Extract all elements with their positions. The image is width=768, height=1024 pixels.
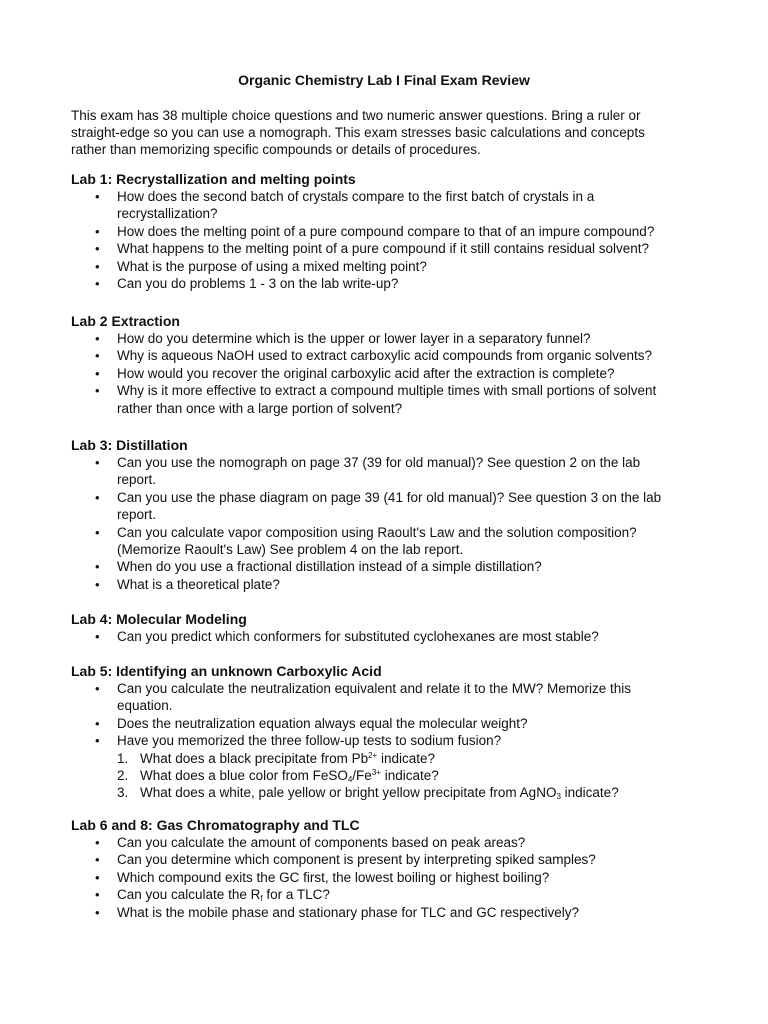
item-text: Can you predict which conformers for substituted cyclohexanes are most stable? xyxy=(117,629,599,644)
item-number: 2. xyxy=(117,768,129,784)
item-text-part: for a TLC? xyxy=(262,887,330,903)
document-title: Organic Chemistry Lab I Final Exam Review xyxy=(238,72,530,88)
item-number: 3. xyxy=(117,785,129,801)
item-text: report. xyxy=(117,472,157,488)
bullet-icon: • xyxy=(95,383,100,399)
bullet-icon: • xyxy=(95,223,100,239)
numbered-item xyxy=(71,750,711,767)
item-text: recrystallization? xyxy=(117,206,218,222)
section-lab4 xyxy=(71,611,711,645)
section-heading: Lab 4: Molecular Modeling xyxy=(71,611,247,627)
list-item xyxy=(71,869,711,886)
item-text: rather than once with a large portion of solvent? xyxy=(117,400,403,416)
list-item xyxy=(71,454,711,489)
bullet-icon: • xyxy=(95,241,100,257)
list-item xyxy=(71,628,711,645)
intro-line: This exam has 38 multiple choice questions and two numeric answer questions. Bring a ruler or xyxy=(71,108,641,123)
item-text xyxy=(117,886,711,903)
intro-line: rather than memorizing specific compounds or details of procedures. xyxy=(71,142,481,157)
item-text: How do you determine which is the upper or lower layer in a separatory funnel? xyxy=(117,331,591,346)
item-text: What is the purpose of using a mixed melting point? xyxy=(117,258,427,274)
item-text: indicate? xyxy=(377,750,436,766)
question-list xyxy=(71,188,711,292)
intro-paragraph xyxy=(71,107,711,158)
bullet-icon: • xyxy=(95,189,100,204)
numbered-item xyxy=(71,784,711,801)
item-text: Why is aqueous NaOH used to extract carboxylic acid compounds from organic solvents? xyxy=(117,348,652,364)
list-item xyxy=(71,489,711,524)
bullet-icon: • xyxy=(95,715,100,731)
bullet-icon: • xyxy=(95,489,100,505)
item-text: How does the second batch of crystals compare to the first batch of crystals in a xyxy=(117,189,595,204)
list-item xyxy=(71,188,711,223)
list-item xyxy=(71,347,711,364)
list-item xyxy=(71,382,711,417)
item-text: Can you calculate the neutralization equivalent and relate it to the MW? Memorize this xyxy=(117,681,632,696)
item-text: indicate? xyxy=(380,768,439,784)
section-lab2 xyxy=(71,313,711,417)
item-text: How does the melting point of a pure compound compare to that of an impure compound? xyxy=(117,223,655,239)
item-text: equation. xyxy=(117,698,173,714)
item-text: Why is it more effective to extract a compound multiple times with small portions of solvent xyxy=(117,383,657,399)
item-text: What does a black precipitate from Pb xyxy=(140,750,369,766)
list-item xyxy=(71,576,711,593)
bullet-icon: • xyxy=(95,576,100,592)
subscript: 4 xyxy=(347,775,353,785)
item-text: (Memorize Raoult's Law) See problem 4 on the lab report. xyxy=(117,542,464,558)
item-text: Can you use the phase diagram on page 39 (41 for old manual)? See question 3 on the lab xyxy=(117,489,662,505)
item-text: Can you calculate vapor composition using Raoult's Law and the solution composition? xyxy=(117,524,637,540)
item-text: How would you recover the original carboxylic acid after the extraction is complete? xyxy=(117,365,615,381)
list-item xyxy=(71,715,711,732)
section-lab5 xyxy=(71,663,711,802)
list-item xyxy=(71,365,711,382)
question-list xyxy=(71,628,711,645)
item-text: Have you memorized the three follow-up tests to sodium fusion? xyxy=(117,733,502,749)
bullet-icon: • xyxy=(95,629,100,644)
list-item xyxy=(71,904,711,921)
bullet-icon: • xyxy=(95,904,100,920)
bullet-icon: • xyxy=(95,365,100,381)
bullet-icon: • xyxy=(95,276,100,292)
superscript: 3+ xyxy=(371,768,381,778)
bullet-icon: • xyxy=(95,852,100,868)
section-heading: Lab 1: Recrystallization and melting points xyxy=(71,171,356,187)
bullet-icon: • xyxy=(95,733,100,749)
bullet-icon: • xyxy=(95,887,100,903)
section-heading: Lab 2 Extraction xyxy=(71,313,180,329)
bullet-icon: • xyxy=(95,681,100,696)
item-text-part: Can you calculate the R xyxy=(117,887,261,903)
item-text: Can you determine which component is present by interpreting spiked samples? xyxy=(117,852,596,868)
list-item xyxy=(71,680,711,715)
section-heading: Lab 5: Identifying an unknown Carboxylic Acid xyxy=(71,663,382,679)
list-item xyxy=(71,886,711,903)
list-item xyxy=(71,524,711,559)
item-text: Which compound exits the GC first, the lowest boiling or highest boiling? xyxy=(117,869,550,885)
numbered-item xyxy=(71,767,711,784)
question-list xyxy=(71,834,711,921)
intro-line: straight-edge so you can use a nomograph. This exam stresses basic calculations and concepts xyxy=(71,125,645,140)
bullet-icon: • xyxy=(95,559,100,575)
item-text: When do you use a fractional distillation instead of a simple distillation? xyxy=(117,559,542,575)
superscript: 2+ xyxy=(368,750,378,760)
item-text: What does a white, pale yellow or bright yellow precipitate from AgNO xyxy=(140,785,557,801)
bullet-icon: • xyxy=(95,258,100,274)
list-item xyxy=(71,558,711,575)
question-list xyxy=(71,454,711,593)
bullet-icon: • xyxy=(95,455,100,470)
bullet-icon: • xyxy=(95,348,100,364)
list-item xyxy=(71,834,711,851)
question-list xyxy=(71,680,711,750)
section-lab3 xyxy=(71,437,711,593)
item-text: What happens to the melting point of a pure compound if it still contains residual solvent? xyxy=(117,241,650,257)
section-lab6-8 xyxy=(71,817,711,921)
subscript: f xyxy=(260,894,263,904)
numbered-sublist xyxy=(71,750,711,802)
question-list xyxy=(71,330,711,417)
list-item xyxy=(71,240,711,257)
item-text: Can you calculate the amount of components based on peak areas? xyxy=(117,835,526,850)
item-text: /Fe xyxy=(352,768,372,784)
section-lab1 xyxy=(71,171,711,292)
item-text: report. xyxy=(117,507,157,523)
bullet-icon: • xyxy=(95,869,100,885)
list-item xyxy=(71,330,711,347)
list-item xyxy=(71,223,711,240)
item-text: Can you do problems 1 - 3 on the lab write-up? xyxy=(117,276,399,292)
subscript: 3 xyxy=(556,792,561,802)
list-item xyxy=(71,258,711,275)
item-text: Can you use the nomograph on page 37 (39 for old manual)? See question 2 on the lab xyxy=(117,455,641,470)
bullet-icon: • xyxy=(95,835,100,850)
item-text: What does a blue color from FeSO xyxy=(140,768,348,784)
item-text: indicate? xyxy=(560,785,619,801)
section-heading: Lab 3: Distillation xyxy=(71,437,188,453)
item-text: What is the mobile phase and stationary phase for TLC and GC respectively? xyxy=(117,904,579,920)
item-number: 1. xyxy=(117,750,129,766)
bullet-icon: • xyxy=(95,524,100,540)
list-item xyxy=(71,275,711,292)
item-text: What is a theoretical plate? xyxy=(117,576,280,592)
item-text: Does the neutralization equation always equal the molecular weight? xyxy=(117,715,528,731)
bullet-icon: • xyxy=(95,331,100,346)
list-item xyxy=(71,851,711,868)
section-heading: Lab 6 and 8: Gas Chromatography and TLC xyxy=(71,817,360,833)
list-item xyxy=(71,732,711,749)
